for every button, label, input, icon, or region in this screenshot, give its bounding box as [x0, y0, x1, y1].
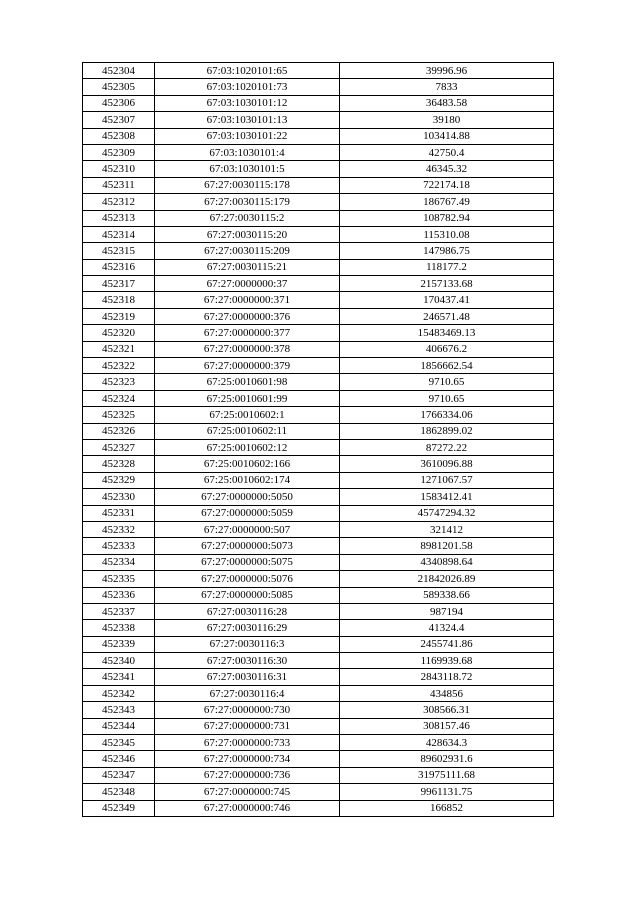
- cadastral-number-cell: 67:27:0030115:179: [155, 194, 340, 210]
- table-row: [83, 439, 554, 455]
- row-number-cell: 452321: [83, 341, 155, 357]
- table-row: [83, 226, 554, 242]
- value-cell: 2455741.86: [340, 636, 554, 652]
- value-cell: 89602931.6: [340, 751, 554, 767]
- value-cell: 15483469.13: [340, 325, 554, 341]
- cadastral-number-cell: 67:27:0030115:178: [155, 177, 340, 193]
- row-number-cell: 452346: [83, 751, 155, 767]
- cadastral-number-cell: 67:27:0030116:31: [155, 669, 340, 685]
- table-row: [83, 194, 554, 210]
- row-number-cell: 452312: [83, 194, 155, 210]
- row-number-cell: 452310: [83, 161, 155, 177]
- table-row: [83, 554, 554, 570]
- row-number-cell: 452340: [83, 653, 155, 669]
- cadastral-number-cell: 67:27:0000000:37: [155, 276, 340, 292]
- value-cell: 1271067.57: [340, 472, 554, 488]
- cadastral-value-table: [82, 62, 554, 817]
- row-number-cell: 452317: [83, 276, 155, 292]
- row-number-cell: 452316: [83, 259, 155, 275]
- table-row: [83, 521, 554, 537]
- cadastral-number-cell: 67:27:0000000:736: [155, 767, 340, 783]
- table-row: [83, 423, 554, 439]
- row-number-cell: 452304: [83, 63, 155, 79]
- table-row: [83, 210, 554, 226]
- table-row: [83, 603, 554, 619]
- cadastral-number-cell: 67:27:0000000:376: [155, 308, 340, 324]
- row-number-cell: 452331: [83, 505, 155, 521]
- row-number-cell: 452347: [83, 767, 155, 783]
- value-cell: 39996.96: [340, 63, 554, 79]
- value-cell: 108782.94: [340, 210, 554, 226]
- table-row: [83, 653, 554, 669]
- cadastral-number-cell: 67:27:0030115:20: [155, 226, 340, 242]
- value-cell: 589338.66: [340, 587, 554, 603]
- cadastral-number-cell: 67:25:0010602:1: [155, 407, 340, 423]
- cadastral-number-cell: 67:27:0000000:733: [155, 735, 340, 751]
- cadastral-number-cell: 67:03:1020101:65: [155, 63, 340, 79]
- table-row: [83, 308, 554, 324]
- cadastral-number-cell: 67:27:0000000:379: [155, 358, 340, 374]
- row-number-cell: 452334: [83, 554, 155, 570]
- table-row: [83, 358, 554, 374]
- cadastral-number-cell: 67:27:0000000:730: [155, 702, 340, 718]
- value-cell: 428634.3: [340, 735, 554, 751]
- row-number-cell: 452343: [83, 702, 155, 718]
- table-row: [83, 407, 554, 423]
- cadastral-number-cell: 67:27:0000000:5076: [155, 571, 340, 587]
- row-number-cell: 452325: [83, 407, 155, 423]
- row-number-cell: 452327: [83, 439, 155, 455]
- value-cell: 39180: [340, 112, 554, 128]
- row-number-cell: 452318: [83, 292, 155, 308]
- value-cell: 1766334.06: [340, 407, 554, 423]
- table-row: [83, 144, 554, 160]
- cadastral-number-cell: 67:27:0000000:5085: [155, 587, 340, 603]
- table-row: [83, 63, 554, 79]
- value-cell: 722174.18: [340, 177, 554, 193]
- table-row: [83, 784, 554, 800]
- table-row: [83, 702, 554, 718]
- cadastral-number-cell: 67:03:1030101:5: [155, 161, 340, 177]
- row-number-cell: 452307: [83, 112, 155, 128]
- table-row: [83, 177, 554, 193]
- cadastral-number-cell: 67:27:0000000:371: [155, 292, 340, 308]
- table-row: [83, 292, 554, 308]
- value-cell: 115310.08: [340, 226, 554, 242]
- table-row: [83, 95, 554, 111]
- table-row: [83, 800, 554, 816]
- cadastral-number-cell: 67:03:1030101:22: [155, 128, 340, 144]
- table-row: [83, 243, 554, 259]
- cadastral-number-cell: 67:27:0030115:21: [155, 259, 340, 275]
- table-row: [83, 472, 554, 488]
- cadastral-number-cell: 67:27:0000000:734: [155, 751, 340, 767]
- value-cell: 2843118.72: [340, 669, 554, 685]
- row-number-cell: 452309: [83, 144, 155, 160]
- value-cell: 103414.88: [340, 128, 554, 144]
- value-cell: 31975111.68: [340, 767, 554, 783]
- table-row: [83, 538, 554, 554]
- cadastral-number-cell: 67:27:0030115:209: [155, 243, 340, 259]
- cadastral-number-cell: 67:27:0000000:5073: [155, 538, 340, 554]
- table-row: [83, 112, 554, 128]
- value-cell: 41324.4: [340, 620, 554, 636]
- value-cell: 3610096.88: [340, 456, 554, 472]
- value-cell: 308157.46: [340, 718, 554, 734]
- cadastral-number-cell: 67:27:0030116:3: [155, 636, 340, 652]
- row-number-cell: 452337: [83, 603, 155, 619]
- value-cell: 45747294.32: [340, 505, 554, 521]
- cadastral-number-cell: 67:27:0030116:29: [155, 620, 340, 636]
- table-row: [83, 489, 554, 505]
- row-number-cell: 452338: [83, 620, 155, 636]
- table-row: [83, 128, 554, 144]
- row-number-cell: 452329: [83, 472, 155, 488]
- table-row: [83, 341, 554, 357]
- cadastral-number-cell: 67:25:0010602:166: [155, 456, 340, 472]
- table-row: [83, 718, 554, 734]
- value-cell: 987194: [340, 603, 554, 619]
- table-row: [83, 276, 554, 292]
- value-cell: 308566.31: [340, 702, 554, 718]
- cadastral-number-cell: 67:27:0000000:746: [155, 800, 340, 816]
- table-row: [83, 505, 554, 521]
- value-cell: 1862899.02: [340, 423, 554, 439]
- cadastral-number-cell: 67:03:1030101:13: [155, 112, 340, 128]
- table-row: [83, 161, 554, 177]
- table-row: [83, 456, 554, 472]
- row-number-cell: 452339: [83, 636, 155, 652]
- row-number-cell: 452335: [83, 571, 155, 587]
- value-cell: 1583412.41: [340, 489, 554, 505]
- cadastral-number-cell: 67:03:1020101:73: [155, 79, 340, 95]
- value-cell: 8981201.58: [340, 538, 554, 554]
- value-cell: 4340898.64: [340, 554, 554, 570]
- value-cell: 21842026.89: [340, 571, 554, 587]
- table-row: [83, 390, 554, 406]
- table-row: [83, 669, 554, 685]
- value-cell: 36483.58: [340, 95, 554, 111]
- value-cell: 2157133.68: [340, 276, 554, 292]
- value-cell: 9710.65: [340, 374, 554, 390]
- value-cell: 434856: [340, 685, 554, 701]
- value-cell: 147986.75: [340, 243, 554, 259]
- row-number-cell: 452333: [83, 538, 155, 554]
- row-number-cell: 452315: [83, 243, 155, 259]
- cadastral-number-cell: 67:27:0000000:507: [155, 521, 340, 537]
- cadastral-number-cell: 67:03:1030101:4: [155, 144, 340, 160]
- row-number-cell: 452320: [83, 325, 155, 341]
- cadastral-number-cell: 67:27:0000000:377: [155, 325, 340, 341]
- cadastral-number-cell: 67:27:0000000:378: [155, 341, 340, 357]
- value-cell: 186767.49: [340, 194, 554, 210]
- value-cell: 87272.22: [340, 439, 554, 455]
- row-number-cell: 452342: [83, 685, 155, 701]
- cadastral-number-cell: 67:27:0000000:5050: [155, 489, 340, 505]
- table-body: [83, 63, 554, 817]
- value-cell: 166852: [340, 800, 554, 816]
- table-row: [83, 751, 554, 767]
- cadastral-number-cell: 67:27:0000000:5059: [155, 505, 340, 521]
- value-cell: 170437.41: [340, 292, 554, 308]
- value-cell: 46345.32: [340, 161, 554, 177]
- row-number-cell: 452349: [83, 800, 155, 816]
- value-cell: 42750.4: [340, 144, 554, 160]
- cadastral-number-cell: 67:25:0010601:98: [155, 374, 340, 390]
- row-number-cell: 452305: [83, 79, 155, 95]
- table-row: [83, 374, 554, 390]
- row-number-cell: 452313: [83, 210, 155, 226]
- row-number-cell: 452324: [83, 390, 155, 406]
- value-cell: 406676.2: [340, 341, 554, 357]
- cadastral-number-cell: 67:25:0010602:174: [155, 472, 340, 488]
- row-number-cell: 452332: [83, 521, 155, 537]
- row-number-cell: 452306: [83, 95, 155, 111]
- row-number-cell: 452314: [83, 226, 155, 242]
- table-row: [83, 636, 554, 652]
- row-number-cell: 452336: [83, 587, 155, 603]
- cadastral-number-cell: 67:27:0030116:30: [155, 653, 340, 669]
- value-cell: 118177.2: [340, 259, 554, 275]
- row-number-cell: 452328: [83, 456, 155, 472]
- cadastral-number-cell: 67:03:1030101:12: [155, 95, 340, 111]
- cadastral-number-cell: 67:27:0000000:745: [155, 784, 340, 800]
- table-row: [83, 620, 554, 636]
- row-number-cell: 452319: [83, 308, 155, 324]
- value-cell: 9710.65: [340, 390, 554, 406]
- table-row: [83, 79, 554, 95]
- value-cell: 321412: [340, 521, 554, 537]
- row-number-cell: 452348: [83, 784, 155, 800]
- table-row: [83, 685, 554, 701]
- table-row: [83, 259, 554, 275]
- cadastral-number-cell: 67:25:0010602:12: [155, 439, 340, 455]
- cadastral-number-cell: 67:27:0030115:2: [155, 210, 340, 226]
- row-number-cell: 452345: [83, 735, 155, 751]
- cadastral-number-cell: 67:25:0010602:11: [155, 423, 340, 439]
- cadastral-number-cell: 67:27:0000000:5075: [155, 554, 340, 570]
- table-row: [83, 325, 554, 341]
- value-cell: 9961131.75: [340, 784, 554, 800]
- table-row: [83, 767, 554, 783]
- cadastral-number-cell: 67:25:0010601:99: [155, 390, 340, 406]
- row-number-cell: 452323: [83, 374, 155, 390]
- table-row: [83, 571, 554, 587]
- row-number-cell: 452344: [83, 718, 155, 734]
- row-number-cell: 452308: [83, 128, 155, 144]
- cadastral-number-cell: 67:27:0030116:28: [155, 603, 340, 619]
- row-number-cell: 452341: [83, 669, 155, 685]
- table-row: [83, 587, 554, 603]
- cadastral-number-cell: 67:27:0000000:731: [155, 718, 340, 734]
- row-number-cell: 452322: [83, 358, 155, 374]
- table-row: [83, 735, 554, 751]
- row-number-cell: 452330: [83, 489, 155, 505]
- row-number-cell: 452311: [83, 177, 155, 193]
- value-cell: 7833: [340, 79, 554, 95]
- value-cell: 1856662.54: [340, 358, 554, 374]
- row-number-cell: 452326: [83, 423, 155, 439]
- value-cell: 1169939.68: [340, 653, 554, 669]
- cadastral-number-cell: 67:27:0030116:4: [155, 685, 340, 701]
- value-cell: 246571.48: [340, 308, 554, 324]
